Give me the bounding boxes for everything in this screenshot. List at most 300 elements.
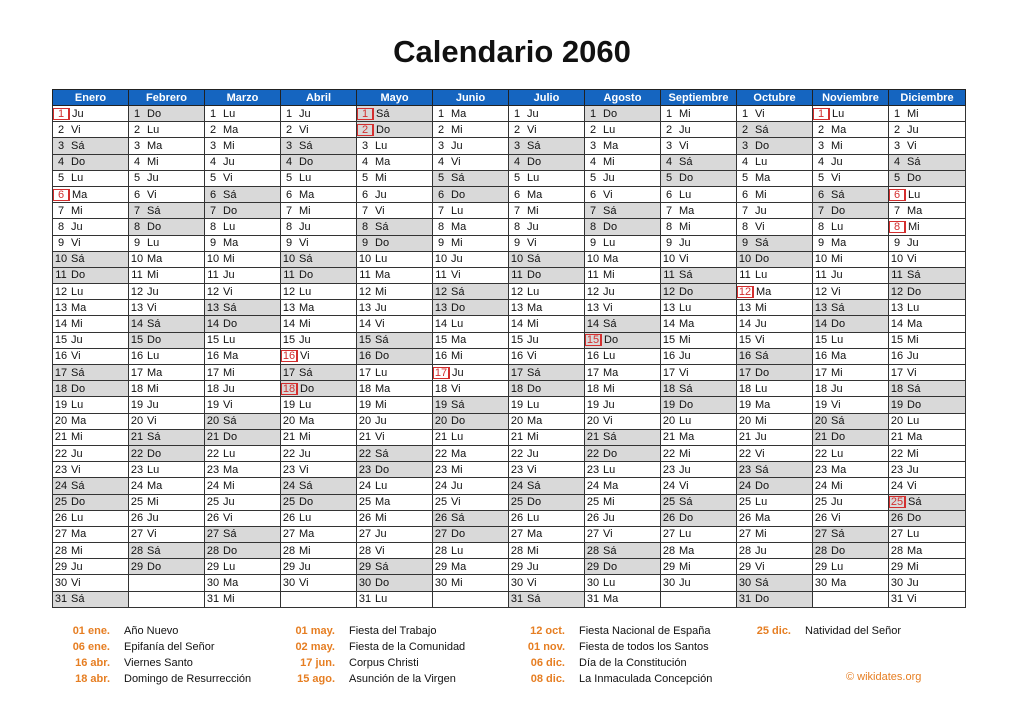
- day-cell[interactable]: [281, 106, 357, 122]
- day-cell[interactable]: [509, 300, 585, 316]
- day-cell[interactable]: [205, 381, 281, 397]
- day-cell[interactable]: [433, 526, 509, 542]
- day-cell[interactable]: [281, 413, 357, 429]
- day-cell[interactable]: [661, 348, 737, 364]
- day-cell[interactable]: [737, 170, 813, 186]
- day-cell[interactable]: [661, 284, 737, 300]
- day-cell[interactable]: [509, 365, 585, 381]
- day-cell[interactable]: [889, 300, 966, 316]
- day-cell[interactable]: [129, 381, 205, 397]
- day-cell[interactable]: [661, 526, 737, 542]
- day-cell[interactable]: [129, 559, 205, 575]
- day-cell[interactable]: [661, 106, 737, 122]
- day-cell[interactable]: [433, 348, 509, 364]
- day-cell[interactable]: [585, 429, 661, 445]
- day-cell[interactable]: [661, 445, 737, 461]
- day-cell[interactable]: [889, 559, 966, 575]
- day-cell[interactable]: [433, 219, 509, 235]
- day-cell[interactable]: [509, 575, 585, 591]
- day-cell[interactable]: [129, 284, 205, 300]
- day-cell[interactable]: [205, 332, 281, 348]
- day-cell[interactable]: [53, 284, 129, 300]
- day-cell[interactable]: [813, 348, 889, 364]
- day-cell[interactable]: [129, 106, 205, 122]
- day-cell[interactable]: [53, 219, 129, 235]
- day-cell[interactable]: [129, 203, 205, 219]
- day-cell[interactable]: [205, 510, 281, 526]
- day-cell[interactable]: [889, 235, 966, 251]
- day-cell[interactable]: [889, 575, 966, 591]
- day-cell[interactable]: [889, 348, 966, 364]
- day-cell[interactable]: [813, 106, 889, 122]
- day-cell[interactable]: [53, 526, 129, 542]
- day-cell[interactable]: [585, 445, 661, 461]
- day-cell[interactable]: [205, 478, 281, 494]
- day-cell[interactable]: [509, 251, 585, 267]
- day-cell[interactable]: [661, 203, 737, 219]
- day-cell[interactable]: [585, 543, 661, 559]
- day-cell[interactable]: [281, 348, 357, 364]
- day-cell[interactable]: [509, 478, 585, 494]
- day-cell[interactable]: [205, 429, 281, 445]
- day-cell[interactable]: [889, 122, 966, 138]
- day-cell[interactable]: [53, 575, 129, 591]
- day-cell[interactable]: [433, 284, 509, 300]
- day-cell[interactable]: [53, 397, 129, 413]
- day-cell[interactable]: [737, 510, 813, 526]
- day-cell[interactable]: [357, 170, 433, 186]
- day-cell[interactable]: [53, 348, 129, 364]
- day-cell[interactable]: [813, 478, 889, 494]
- day-cell[interactable]: [737, 478, 813, 494]
- day-cell[interactable]: [281, 251, 357, 267]
- day-cell[interactable]: [813, 543, 889, 559]
- day-cell[interactable]: [129, 494, 205, 510]
- day-cell[interactable]: [53, 365, 129, 381]
- day-cell[interactable]: [281, 316, 357, 332]
- day-cell[interactable]: [661, 235, 737, 251]
- day-cell[interactable]: [737, 559, 813, 575]
- day-cell[interactable]: [281, 235, 357, 251]
- day-cell[interactable]: [357, 543, 433, 559]
- day-cell[interactable]: [205, 170, 281, 186]
- day-cell[interactable]: [357, 235, 433, 251]
- day-cell[interactable]: [129, 300, 205, 316]
- day-cell[interactable]: [53, 122, 129, 138]
- day-cell[interactable]: [357, 267, 433, 283]
- day-cell[interactable]: [129, 445, 205, 461]
- day-cell[interactable]: [433, 186, 509, 202]
- day-cell[interactable]: [357, 559, 433, 575]
- day-cell[interactable]: [889, 219, 966, 235]
- day-cell[interactable]: [129, 122, 205, 138]
- day-cell[interactable]: [53, 462, 129, 478]
- day-cell[interactable]: [661, 429, 737, 445]
- day-cell[interactable]: [53, 429, 129, 445]
- day-cell[interactable]: [661, 543, 737, 559]
- day-cell[interactable]: [585, 510, 661, 526]
- day-cell[interactable]: [661, 365, 737, 381]
- day-cell[interactable]: [205, 526, 281, 542]
- day-cell[interactable]: [205, 251, 281, 267]
- day-cell[interactable]: [433, 106, 509, 122]
- day-cell[interactable]: [129, 154, 205, 170]
- day-cell[interactable]: [813, 170, 889, 186]
- day-cell[interactable]: [813, 284, 889, 300]
- day-cell[interactable]: [889, 381, 966, 397]
- copyright-text[interactable]: © wikidates.org: [846, 671, 922, 683]
- day-cell[interactable]: [205, 559, 281, 575]
- day-cell[interactable]: [737, 526, 813, 542]
- day-cell[interactable]: [889, 462, 966, 478]
- day-cell[interactable]: [433, 300, 509, 316]
- day-cell[interactable]: [737, 494, 813, 510]
- day-cell[interactable]: [813, 559, 889, 575]
- day-cell[interactable]: [433, 575, 509, 591]
- day-cell[interactable]: [205, 203, 281, 219]
- day-cell[interactable]: [281, 138, 357, 154]
- day-cell[interactable]: [129, 267, 205, 283]
- day-cell[interactable]: [205, 591, 281, 607]
- day-cell[interactable]: [357, 154, 433, 170]
- day-cell[interactable]: [889, 445, 966, 461]
- day-cell[interactable]: [737, 575, 813, 591]
- day-cell[interactable]: [53, 413, 129, 429]
- day-cell[interactable]: [585, 122, 661, 138]
- day-cell[interactable]: [509, 591, 585, 607]
- day-cell[interactable]: [737, 316, 813, 332]
- day-cell[interactable]: [585, 478, 661, 494]
- day-cell[interactable]: [661, 413, 737, 429]
- day-cell[interactable]: [357, 575, 433, 591]
- day-cell[interactable]: [433, 462, 509, 478]
- day-cell[interactable]: [813, 526, 889, 542]
- day-cell[interactable]: [281, 575, 357, 591]
- day-cell[interactable]: [889, 429, 966, 445]
- day-cell[interactable]: [509, 170, 585, 186]
- day-cell[interactable]: [813, 429, 889, 445]
- day-cell[interactable]: [129, 365, 205, 381]
- day-cell[interactable]: [205, 122, 281, 138]
- day-cell[interactable]: [357, 203, 433, 219]
- day-cell[interactable]: [661, 462, 737, 478]
- day-cell[interactable]: [509, 332, 585, 348]
- day-cell[interactable]: [585, 106, 661, 122]
- day-cell[interactable]: [737, 284, 813, 300]
- day-cell[interactable]: [281, 154, 357, 170]
- day-cell[interactable]: [737, 381, 813, 397]
- day-cell[interactable]: [205, 445, 281, 461]
- day-cell[interactable]: [205, 397, 281, 413]
- day-cell[interactable]: [129, 348, 205, 364]
- day-cell[interactable]: [281, 494, 357, 510]
- day-cell[interactable]: [889, 170, 966, 186]
- day-cell[interactable]: [129, 526, 205, 542]
- day-cell[interactable]: [357, 429, 433, 445]
- day-cell[interactable]: [509, 267, 585, 283]
- day-cell[interactable]: [661, 186, 737, 202]
- day-cell[interactable]: [509, 429, 585, 445]
- day-cell[interactable]: [509, 203, 585, 219]
- day-cell[interactable]: [737, 154, 813, 170]
- day-cell[interactable]: [889, 478, 966, 494]
- day-cell[interactable]: [129, 138, 205, 154]
- day-cell[interactable]: [433, 170, 509, 186]
- day-cell[interactable]: [205, 300, 281, 316]
- day-cell[interactable]: [357, 106, 433, 122]
- day-cell[interactable]: [661, 219, 737, 235]
- day-cell[interactable]: [509, 381, 585, 397]
- day-cell[interactable]: [357, 138, 433, 154]
- day-cell[interactable]: [129, 510, 205, 526]
- day-cell[interactable]: [585, 332, 661, 348]
- day-cell[interactable]: [813, 154, 889, 170]
- day-cell[interactable]: [813, 494, 889, 510]
- day-cell[interactable]: [585, 316, 661, 332]
- day-cell[interactable]: [737, 106, 813, 122]
- day-cell[interactable]: [129, 543, 205, 559]
- day-cell[interactable]: [129, 316, 205, 332]
- day-cell[interactable]: [281, 478, 357, 494]
- day-cell[interactable]: [357, 365, 433, 381]
- day-cell[interactable]: [433, 235, 509, 251]
- day-cell[interactable]: [661, 494, 737, 510]
- day-cell[interactable]: [357, 332, 433, 348]
- day-cell[interactable]: [357, 348, 433, 364]
- day-cell[interactable]: [585, 267, 661, 283]
- day-cell[interactable]: [129, 332, 205, 348]
- day-cell[interactable]: [737, 235, 813, 251]
- day-cell[interactable]: [205, 348, 281, 364]
- day-cell[interactable]: [737, 348, 813, 364]
- day-cell[interactable]: [281, 559, 357, 575]
- day-cell[interactable]: [737, 445, 813, 461]
- day-cell[interactable]: [281, 462, 357, 478]
- day-cell[interactable]: [357, 445, 433, 461]
- day-cell[interactable]: [205, 267, 281, 283]
- day-cell[interactable]: [281, 332, 357, 348]
- day-cell[interactable]: [53, 445, 129, 461]
- day-cell[interactable]: [585, 494, 661, 510]
- day-cell[interactable]: [889, 365, 966, 381]
- day-cell[interactable]: [433, 397, 509, 413]
- day-cell[interactable]: [509, 316, 585, 332]
- day-cell[interactable]: [433, 122, 509, 138]
- day-cell[interactable]: [509, 219, 585, 235]
- day-cell[interactable]: [889, 526, 966, 542]
- day-cell[interactable]: [205, 284, 281, 300]
- day-cell[interactable]: [813, 365, 889, 381]
- day-cell[interactable]: [205, 462, 281, 478]
- day-cell[interactable]: [53, 186, 129, 202]
- day-cell[interactable]: [889, 203, 966, 219]
- day-cell[interactable]: [357, 494, 433, 510]
- day-cell[interactable]: [813, 591, 889, 607]
- day-cell[interactable]: [53, 170, 129, 186]
- day-cell[interactable]: [737, 413, 813, 429]
- day-cell[interactable]: [53, 316, 129, 332]
- day-cell[interactable]: [585, 559, 661, 575]
- day-cell[interactable]: [509, 413, 585, 429]
- day-cell[interactable]: [737, 332, 813, 348]
- day-cell[interactable]: [433, 251, 509, 267]
- day-cell[interactable]: [357, 300, 433, 316]
- day-cell[interactable]: [889, 138, 966, 154]
- day-cell[interactable]: [661, 316, 737, 332]
- day-cell[interactable]: [585, 251, 661, 267]
- day-cell[interactable]: [737, 219, 813, 235]
- day-cell[interactable]: [661, 251, 737, 267]
- day-cell[interactable]: [737, 138, 813, 154]
- day-cell[interactable]: [585, 381, 661, 397]
- day-cell[interactable]: [661, 300, 737, 316]
- day-cell[interactable]: [53, 559, 129, 575]
- day-cell[interactable]: [661, 397, 737, 413]
- day-cell[interactable]: [737, 462, 813, 478]
- day-cell[interactable]: [661, 267, 737, 283]
- day-cell[interactable]: [281, 445, 357, 461]
- day-cell[interactable]: [433, 365, 509, 381]
- day-cell[interactable]: [813, 397, 889, 413]
- day-cell[interactable]: [889, 591, 966, 607]
- day-cell[interactable]: [433, 316, 509, 332]
- day-cell[interactable]: [585, 591, 661, 607]
- day-cell[interactable]: [813, 186, 889, 202]
- day-cell[interactable]: [737, 429, 813, 445]
- day-cell[interactable]: [53, 154, 129, 170]
- day-cell[interactable]: [433, 429, 509, 445]
- day-cell[interactable]: [281, 429, 357, 445]
- day-cell[interactable]: [737, 203, 813, 219]
- day-cell[interactable]: [281, 300, 357, 316]
- day-cell[interactable]: [53, 494, 129, 510]
- day-cell[interactable]: [813, 510, 889, 526]
- day-cell[interactable]: [433, 559, 509, 575]
- day-cell[interactable]: [661, 170, 737, 186]
- day-cell[interactable]: [661, 332, 737, 348]
- day-cell[interactable]: [661, 381, 737, 397]
- day-cell[interactable]: [129, 235, 205, 251]
- day-cell[interactable]: [53, 591, 129, 607]
- day-cell[interactable]: [889, 267, 966, 283]
- day-cell[interactable]: [661, 478, 737, 494]
- day-cell[interactable]: [813, 332, 889, 348]
- day-cell[interactable]: [509, 526, 585, 542]
- day-cell[interactable]: [585, 235, 661, 251]
- day-cell[interactable]: [509, 462, 585, 478]
- day-cell[interactable]: [889, 106, 966, 122]
- day-cell[interactable]: [129, 429, 205, 445]
- day-cell[interactable]: [357, 122, 433, 138]
- day-cell[interactable]: [585, 300, 661, 316]
- day-cell[interactable]: [813, 203, 889, 219]
- day-cell[interactable]: [585, 462, 661, 478]
- day-cell[interactable]: [281, 219, 357, 235]
- day-cell[interactable]: [889, 494, 966, 510]
- day-cell[interactable]: [129, 219, 205, 235]
- day-cell[interactable]: [205, 219, 281, 235]
- day-cell[interactable]: [281, 591, 357, 607]
- day-cell[interactable]: [433, 381, 509, 397]
- day-cell[interactable]: [433, 445, 509, 461]
- day-cell[interactable]: [281, 186, 357, 202]
- day-cell[interactable]: [585, 413, 661, 429]
- day-cell[interactable]: [53, 478, 129, 494]
- day-cell[interactable]: [509, 122, 585, 138]
- day-cell[interactable]: [205, 138, 281, 154]
- day-cell[interactable]: [585, 284, 661, 300]
- day-cell[interactable]: [509, 186, 585, 202]
- day-cell[interactable]: [737, 122, 813, 138]
- day-cell[interactable]: [433, 591, 509, 607]
- day-cell[interactable]: [889, 543, 966, 559]
- day-cell[interactable]: [53, 267, 129, 283]
- day-cell[interactable]: [281, 170, 357, 186]
- day-cell[interactable]: [357, 284, 433, 300]
- day-cell[interactable]: [813, 122, 889, 138]
- day-cell[interactable]: [53, 300, 129, 316]
- day-cell[interactable]: [205, 413, 281, 429]
- day-cell[interactable]: [281, 284, 357, 300]
- day-cell[interactable]: [129, 251, 205, 267]
- day-cell[interactable]: [281, 122, 357, 138]
- day-cell[interactable]: [53, 106, 129, 122]
- day-cell[interactable]: [813, 316, 889, 332]
- day-cell[interactable]: [357, 381, 433, 397]
- day-cell[interactable]: [129, 591, 205, 607]
- day-cell[interactable]: [737, 543, 813, 559]
- day-cell[interactable]: [889, 186, 966, 202]
- day-cell[interactable]: [813, 300, 889, 316]
- day-cell[interactable]: [737, 591, 813, 607]
- day-cell[interactable]: [205, 575, 281, 591]
- day-cell[interactable]: [433, 494, 509, 510]
- day-cell[interactable]: [205, 543, 281, 559]
- day-cell[interactable]: [53, 203, 129, 219]
- day-cell[interactable]: [509, 348, 585, 364]
- day-cell[interactable]: [205, 494, 281, 510]
- day-cell[interactable]: [357, 219, 433, 235]
- day-cell[interactable]: [661, 154, 737, 170]
- day-cell[interactable]: [433, 154, 509, 170]
- day-cell[interactable]: [205, 186, 281, 202]
- day-cell[interactable]: [737, 365, 813, 381]
- day-cell[interactable]: [813, 138, 889, 154]
- day-cell[interactable]: [509, 138, 585, 154]
- day-cell[interactable]: [813, 381, 889, 397]
- day-cell[interactable]: [585, 526, 661, 542]
- day-cell[interactable]: [53, 251, 129, 267]
- day-cell[interactable]: [661, 575, 737, 591]
- day-cell[interactable]: [889, 332, 966, 348]
- day-cell[interactable]: [53, 381, 129, 397]
- day-cell[interactable]: [205, 106, 281, 122]
- day-cell[interactable]: [357, 186, 433, 202]
- day-cell[interactable]: [433, 332, 509, 348]
- day-cell[interactable]: [129, 397, 205, 413]
- day-cell[interactable]: [889, 154, 966, 170]
- day-cell[interactable]: [509, 543, 585, 559]
- day-cell[interactable]: [129, 462, 205, 478]
- day-cell[interactable]: [205, 365, 281, 381]
- day-cell[interactable]: [357, 251, 433, 267]
- day-cell[interactable]: [129, 186, 205, 202]
- day-cell[interactable]: [281, 543, 357, 559]
- day-cell[interactable]: [433, 478, 509, 494]
- day-cell[interactable]: [889, 251, 966, 267]
- day-cell[interactable]: [205, 235, 281, 251]
- day-cell[interactable]: [357, 591, 433, 607]
